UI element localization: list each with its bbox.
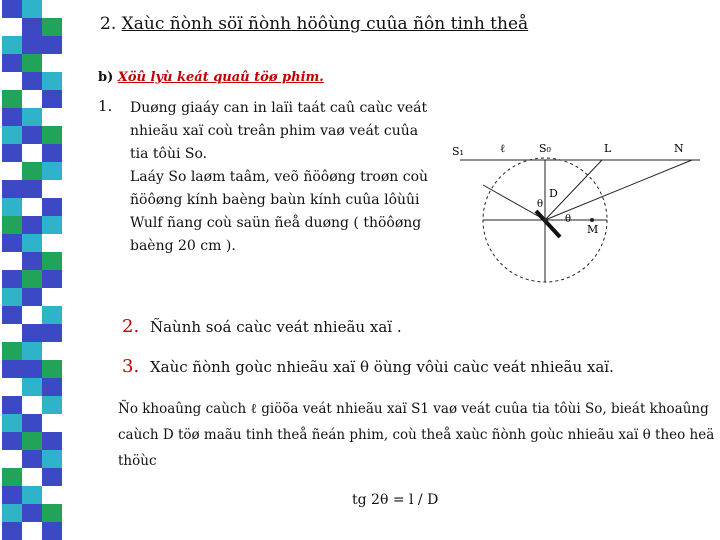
strip-square xyxy=(22,234,42,252)
strip-square xyxy=(42,72,62,90)
strip-square xyxy=(2,342,22,360)
page-title xyxy=(100,14,528,34)
diffracted-ray-n xyxy=(545,160,692,220)
strip-square xyxy=(22,180,42,198)
strip-square xyxy=(42,108,62,126)
subheading-letter: b) xyxy=(98,70,114,85)
strip-square xyxy=(2,324,22,342)
strip-square xyxy=(42,162,62,180)
strip-square xyxy=(42,198,62,216)
strip-square xyxy=(42,90,62,108)
paragraph-line: thöùc xyxy=(118,453,157,469)
strip-square xyxy=(42,252,62,270)
strip-square xyxy=(2,288,22,306)
step1-line: tia tôùi So. xyxy=(130,146,208,162)
label-D: D xyxy=(549,187,558,200)
step1-line: nhieãu xaï coù treân phim vaø veát cuûa xyxy=(130,123,419,139)
equation: tg 2θ = l / D xyxy=(352,492,439,508)
label-ell: ℓ xyxy=(500,142,506,155)
subheading xyxy=(98,70,324,85)
strip-square xyxy=(42,306,62,324)
strip-square xyxy=(2,108,22,126)
strip-square xyxy=(2,504,22,522)
strip-square xyxy=(2,378,22,396)
subheading-text: Xöû lyù keát quaû töø phim. xyxy=(117,70,324,85)
strip-square xyxy=(22,396,42,414)
strip-square xyxy=(22,450,42,468)
step1-line: ñöôøng kính baèng baùn kính cuûa lôùûi xyxy=(130,192,420,208)
strip-square xyxy=(2,18,22,36)
strip-square xyxy=(42,54,62,72)
strip-square xyxy=(2,414,22,432)
list-item-2 xyxy=(122,316,402,337)
strip-square xyxy=(2,144,22,162)
label-L: L xyxy=(604,142,612,155)
item3-text: Xaùc ñònh goùc nhieãu xaï θ öùng vôùi caùc veát nhieãu xaï. xyxy=(149,358,614,376)
decorative-square-strip xyxy=(0,0,60,540)
strip-square xyxy=(42,126,62,144)
strip-square xyxy=(42,504,62,522)
strip-square xyxy=(42,360,62,378)
title-number: 2. xyxy=(100,14,117,34)
label-s1: S₁ xyxy=(452,145,464,158)
strip-square xyxy=(42,342,62,360)
strip-square xyxy=(2,270,22,288)
strip-square xyxy=(22,72,42,90)
strip-square xyxy=(42,324,62,342)
measurement-paragraph xyxy=(118,396,715,474)
strip-square xyxy=(2,306,22,324)
diffraction-diagram xyxy=(430,125,710,305)
strip-square xyxy=(42,414,62,432)
strip-square xyxy=(22,252,42,270)
item2-text: Ñaùnh soá caùc veát nhieãu xaï . xyxy=(149,318,402,336)
strip-square xyxy=(2,198,22,216)
strip-square xyxy=(22,288,42,306)
strip-square xyxy=(42,144,62,162)
step1-line: Duøng giaáy can in laïi taát caû caùc veát xyxy=(130,100,428,116)
label-N: N xyxy=(674,142,684,155)
strip-square xyxy=(2,396,22,414)
incident-ray xyxy=(483,185,545,220)
strip-square xyxy=(22,324,42,342)
item3-number: 3. xyxy=(122,356,140,377)
step1-line: Laáy So laøm taâm, veõ ñöôøng troøn coù xyxy=(130,169,429,185)
strip-square xyxy=(42,450,62,468)
step1-paragraph xyxy=(130,97,430,258)
strip-square xyxy=(2,216,22,234)
strip-square xyxy=(22,144,42,162)
strip-square xyxy=(2,126,22,144)
m-point xyxy=(590,218,594,222)
strip-square xyxy=(2,450,22,468)
strip-square xyxy=(2,54,22,72)
strip-square xyxy=(42,18,62,36)
strip-square xyxy=(42,378,62,396)
strip-square xyxy=(22,414,42,432)
strip-square xyxy=(42,432,62,450)
strip-square xyxy=(42,522,62,540)
strip-square xyxy=(22,360,42,378)
strip-square xyxy=(42,288,62,306)
strip-square xyxy=(42,180,62,198)
label-theta-right: θ xyxy=(565,214,572,225)
strip-square xyxy=(2,36,22,54)
step1-number: 1. xyxy=(98,97,113,115)
label-theta-left: θ xyxy=(537,199,544,210)
title-text: Xaùc ñònh söï ñònh höôùng cuûa ñôn tinh theå xyxy=(121,14,529,34)
center-point xyxy=(543,218,547,222)
strip-square xyxy=(42,486,62,504)
strip-square xyxy=(2,360,22,378)
strip-square xyxy=(42,216,62,234)
strip-square xyxy=(22,198,42,216)
strip-square xyxy=(22,216,42,234)
strip-square xyxy=(22,432,42,450)
strip-square xyxy=(22,108,42,126)
step1-line: baèng 20 cm ). xyxy=(130,238,236,254)
strip-square xyxy=(2,0,22,18)
strip-square xyxy=(22,126,42,144)
strip-square xyxy=(2,468,22,486)
list-item-3 xyxy=(122,356,614,377)
strip-square xyxy=(22,522,42,540)
strip-square xyxy=(22,504,42,522)
strip-square xyxy=(2,432,22,450)
strip-square xyxy=(22,18,42,36)
strip-square xyxy=(22,378,42,396)
step1-line: Wulf ñang coù saün ñeå duøng ( thöôøng xyxy=(130,215,422,231)
strip-square xyxy=(42,234,62,252)
strip-square xyxy=(2,72,22,90)
strip-square xyxy=(2,252,22,270)
strip-square xyxy=(22,36,42,54)
strip-square xyxy=(22,486,42,504)
label-M: M xyxy=(587,223,599,236)
strip-square xyxy=(22,0,42,18)
strip-square xyxy=(2,180,22,198)
strip-square xyxy=(2,162,22,180)
strip-square xyxy=(22,54,42,72)
strip-square xyxy=(2,486,22,504)
strip-square xyxy=(2,522,22,540)
strip-square xyxy=(22,342,42,360)
strip-square xyxy=(2,90,22,108)
strip-square xyxy=(42,468,62,486)
strip-square xyxy=(22,270,42,288)
strip-square xyxy=(2,234,22,252)
item2-number: 2. xyxy=(122,316,140,337)
strip-square xyxy=(42,270,62,288)
strip-square xyxy=(42,396,62,414)
strip-square xyxy=(22,468,42,486)
paragraph-line: Ño khoaûng caùch ℓ giöõa veát nhieãu xaï S1 vaø veát cuûa tia tôùi So, bieát khoaûng xyxy=(118,401,709,417)
paragraph-line: caùch D töø maãu tinh theå ñeán phim, coù theå xaùc ñònh goùc nhieãu xaï θ theo heä xyxy=(118,427,715,443)
strip-square xyxy=(22,162,42,180)
strip-square xyxy=(42,0,62,18)
strip-square xyxy=(22,90,42,108)
strip-square xyxy=(42,36,62,54)
strip-square xyxy=(22,306,42,324)
label-s0: S₀ xyxy=(539,142,551,155)
